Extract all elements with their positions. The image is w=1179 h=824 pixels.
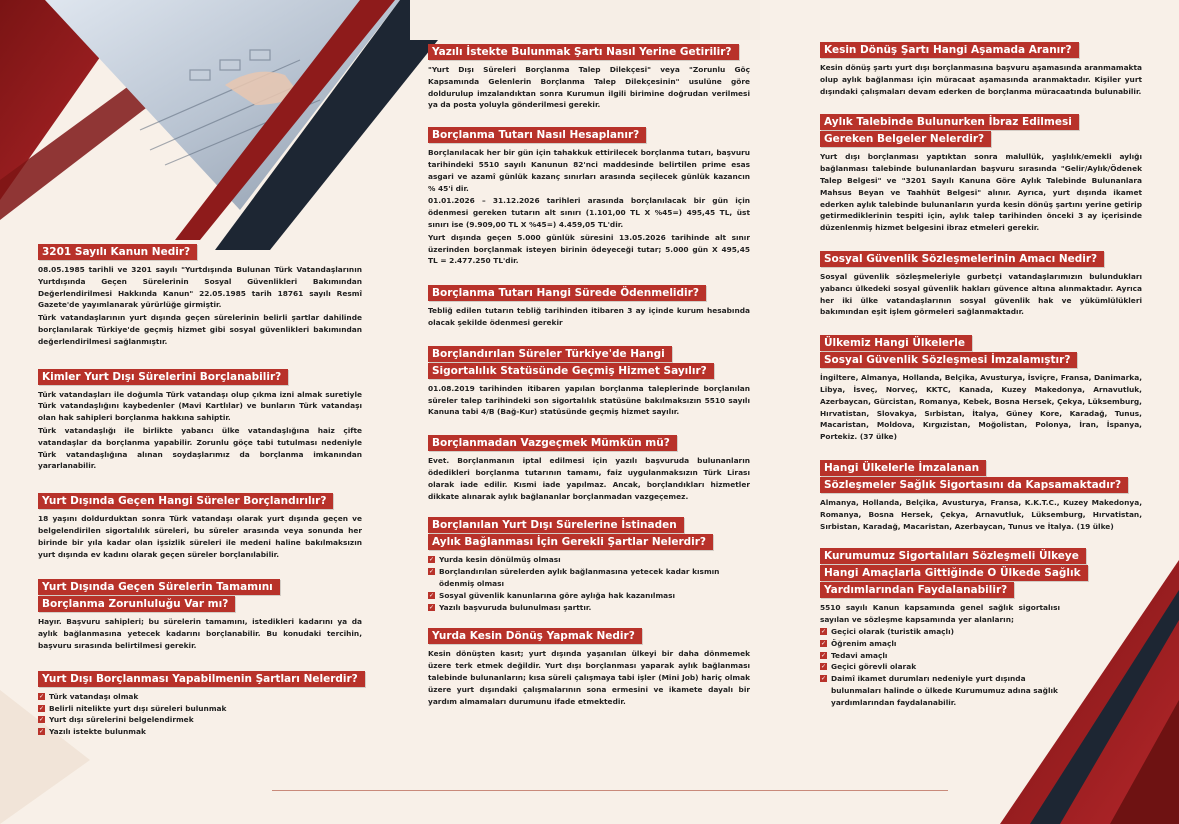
list-item: ✓ Tedavi amaçlı bbox=[820, 650, 888, 660]
paragraph: 5510 sayılı Kanun kapsamında genel sağlık sigortalısı sayılan ve sözleşme kapsamında yer alanların; bbox=[820, 603, 1060, 625]
column-3 bbox=[820, 42, 1142, 709]
paragraph: 18 yaşını doldurduktan sonra Türk vatandaşı olarak yurt dışında geçen ve belgelendirilen sigortalılık süreleri, bu süreler arasında veya sonunda her birinde bir yıla kadar olan işsizlik süreleri ile medeni haline bakılmaksızın yurt dışında ev kadını olarak geçen süreler borçlanılabilir. bbox=[38, 514, 362, 559]
section-heading: Yurt Dışında Geçen Sürelerin Tamamını bbox=[38, 579, 280, 595]
section-heading: Sosyal Güvenlik Sözleşmelerinin Amacı Nedir? bbox=[820, 251, 1104, 267]
column-2 bbox=[428, 44, 750, 707]
section-heading: Aylık Bağlanması İçin Gerekli Şartlar Nelerdir? bbox=[428, 534, 713, 550]
section-conditions bbox=[38, 671, 362, 738]
check-icon: ✓ bbox=[820, 675, 827, 683]
paragraph: 01.01.2026 – 31.12.2026 tarihleri arasında borçlanılacak bir gün için ödenmesi gereken tutarın alt sınırı (1.101,00 TL X %45=) 495,45 TL, üst sınırı ise (9.909,00 TL X %45=) 4.459,05 TL'dir. bbox=[428, 196, 750, 229]
paragraph: 08.05.1985 tarihli ve 3201 sayılı "Yurtdışında Bulunan Türk Vatandaşlarının Yurtdışında Geçen Sürelerinin Sosyal Güvenlikleri Bakımından Değerlendirilmesi Hakkında Kanun" 22.05.1985 tarih 18761 sayılı Resmî Gazete'de yayımlanarak yürürlüğe girmiştir. bbox=[38, 265, 362, 310]
section-heading: 3201 Sayılı Kanun Nedir? bbox=[38, 244, 197, 260]
section-heading: Sözleşmeler Sağlık Sigortasını da Kapsamaktadır? bbox=[820, 477, 1128, 493]
section-final-return bbox=[428, 628, 750, 707]
section-heading: Kesin Dönüş Şartı Hangi Aşamada Aranır? bbox=[820, 42, 1079, 58]
section-insurance-status bbox=[428, 346, 750, 418]
section-written-request bbox=[428, 44, 750, 111]
check-icon: ✓ bbox=[820, 651, 827, 659]
list-item: ✓ Belirli nitelikte yurt dışı süreleri bulunmak bbox=[38, 703, 227, 713]
paragraph: Türk vatandaşlarının yurt dışında geçen sürelerinin belirli şartlar dahilinde borçlanılarak Türkiye'de geçmiş hizmet gibi sosyal güvenlikleri bakımından değerlendirilmesi sağlanmıştır. bbox=[38, 313, 362, 346]
paragraph: Kesin dönüşten kasıt; yurt dışında yaşanılan ülkeyi bir daha dönmemek üzere terk etmek değildir. Yurt dışı borçlanması yaparak aylık bağlanması talebinde bulunanların; kısa süreli çalışmaya tabi işler (Mini Job) hariç olmak üzere yurt dışındaki çalışmalarının sona ermesini ve ikamete dayalı bir yardım almamaları durumunu ifade etmektedir. bbox=[428, 649, 750, 706]
checklist bbox=[428, 554, 750, 613]
section-amount-calc bbox=[428, 127, 750, 267]
section-heading: Borçlanılan Yurt Dışı Sürelerine İstinaden bbox=[428, 517, 684, 533]
list-item: ✓ Geçici olarak (turistik amaçlı) bbox=[820, 626, 955, 636]
list-item: ✓ Sosyal güvenlik kanunlarına göre aylığa hak kazanılması bbox=[428, 590, 676, 600]
section-3201-law bbox=[38, 244, 362, 348]
checklist bbox=[38, 691, 362, 738]
paragraph: Hayır. Başvuru sahipleri; bu sürelerin tamamını, istedikleri kadarını ya da aylık bağlanmasına yetecek kadarını borçlanabilir. Bu konudaki tercihin, başvuru sırasında belirtilmesi gerekir. bbox=[38, 617, 362, 650]
list-item: ✓ Borçlandırılan sürelerden aylık bağlanmasına yetecek kadar kısmın ödenmiş olması bbox=[428, 567, 720, 588]
paragraph: "Yurt Dışı Süreleri Borçlanma Talep Dilekçesi" veya "Zorunlu Göç Kapsamında Gelenlerin Borçlanma Talep Dilekçesinin" usulüne göre doldurulup imzalandıktan sonra Kurumun ilgili birimine doğrudan verilmesi ya da posta yoluyla gönderilmesi gerekir. bbox=[428, 65, 750, 110]
section-heading: Aylık Talebinde Bulunurken İbraz Edilmesi bbox=[820, 114, 1079, 130]
section-heading: Yazılı İstekte Bulunmak Şartı Nasıl Yerine Getirilir? bbox=[428, 44, 739, 60]
list-item: ✓ Yurda kesin dönülmüş olması bbox=[428, 555, 561, 565]
check-icon: ✓ bbox=[820, 639, 827, 647]
paragraph: 01.08.2019 tarihinden itibaren yapılan borçlanma taleplerinde borçlanılan süreler talep tarihindeki son sigortalılık statüsüne bakılmaksızın 5510 sayılı Kanuna tabi 4/B (Bağ-Kur) statüsünde geçmiş hizmet sayılır. bbox=[428, 383, 750, 417]
section-documents bbox=[820, 114, 1142, 234]
section-heading: Borçlanmadan Vazgeçmek Mümkün mü? bbox=[428, 435, 677, 451]
paragraph: Yurt dışında geçen 5.000 günlük süresini 13.05.2026 tarihinde alt sınır üzerinden borçlanmak isteyen birinin ödeyeceği tutar; 5.000 gün X 495,45 TL = 2.477.250 TL'dir. bbox=[428, 232, 750, 266]
section-heading: Kimler Yurt Dışı Sürelerini Borçlanabilir? bbox=[38, 369, 288, 385]
section-all-periods bbox=[38, 579, 362, 651]
list-item: ✓ Türk vatandaşı olmak bbox=[38, 691, 139, 701]
section-health-countries bbox=[820, 460, 1142, 532]
section-heading: Yardımlarından Faydalanabilir? bbox=[820, 582, 1014, 598]
section-heading: Hangi Amaçlarla Gittiğinde O Ülkede Sağlık bbox=[820, 565, 1088, 581]
checklist bbox=[820, 626, 1060, 709]
section-who-can bbox=[38, 369, 362, 473]
section-health-benefits bbox=[820, 548, 1142, 708]
paragraph: İngiltere, Almanya, Hollanda, Belçika, Avusturya, İsviçre, Fransa, Danimarka, Libya, İsveç, Norveç, KKTC, Kanada, Kuzey Makedonya, Arnavutluk, Azerbaycan, Gürcistan, Romanya, Kebek, Bosna Hersek, Çekya, Lüksemburg, Hırvatistan, Slovakya, Sırbistan, İtalya, Güney Kore, Karadağ, Tunus, Macaristan, Moldova, Kırgızistan, Moğolistan, Polonya, İran, İspanya, Portekiz. (37 ülke) bbox=[820, 373, 1142, 442]
list-item: ✓ Geçici görevli olarak bbox=[820, 662, 917, 672]
section-heading: Sosyal Güvenlik Sözleşmesi İmzalamıştır? bbox=[820, 352, 1077, 368]
section-agreement-countries bbox=[820, 335, 1142, 443]
paragraph: Tebliğ edilen tutarın tebliğ tarihinden itibaren 3 ay içinde kurum hesabında olacak şekilde ödenmesi gerekir bbox=[428, 306, 750, 327]
paragraph: Türk vatandaşlığı ile birlikte yabancı ülke vatandaşlığına haiz çifte vatandaşlar da borçlanma yapabilir. Zorunlu göçe tabi tutulması nedeniyle Türk vatandaşlığına alınan soydaşlarımız da borçlanma imkanından yararlanabilir. bbox=[38, 425, 362, 471]
section-heading: Ülkemiz Hangi Ülkelerle bbox=[820, 335, 972, 351]
section-heading: Yurt Dışında Geçen Hangi Süreler Borçlandırılır? bbox=[38, 493, 333, 509]
check-icon: ✓ bbox=[38, 704, 45, 712]
check-icon: ✓ bbox=[428, 603, 435, 611]
paragraph: Türk vatandaşları ile doğumla Türk vatandaşı olup çıkma izni almak suretiyle Türk vatandaşlığını kaybedenler (Mavi Kartlılar) ve bunların Türk vatandaşı olan hak sahipleri borçlanma hakkına sahiptir. bbox=[38, 389, 362, 423]
paragraph: Almanya, Hollanda, Belçika, Avusturya, Fransa, K.K.T.C., Kuzey Makedonya, Romanya, Bosna Hersek, Çekya, Arnavutluk, Lüksemburg, Hırvatistan, Sırbistan, Karadağ, Macaristan, Azerbaycan, Tunus ve İtalya. (19 ülke) bbox=[820, 497, 1142, 531]
list-item: ✓ Yazılı başvuruda bulunulması şarttır. bbox=[428, 602, 592, 612]
list-item: ✓ Yurt dışı sürelerini belgelendirmek bbox=[38, 715, 194, 725]
paragraph: Evet. Borçlanmanın iptal edilmesi için yazılı başvuruda bulunanların ödedikleri borçlanma tutarının tamamı, faiz uygulanmaksızın Türk Lirası olarak iade edilir. Kısmi iade yapılmaz. Ancak, borçlandıkları hizmetler dikkate alınarak aylık bağlananlar borçlanmadan vazgeçemez. bbox=[428, 456, 750, 501]
check-icon: ✓ bbox=[428, 556, 435, 564]
column-1 bbox=[38, 244, 362, 738]
section-heading: Gereken Belgeler Nelerdir? bbox=[820, 131, 991, 147]
check-icon: ✓ bbox=[428, 591, 435, 599]
section-heading: Yurda Kesin Dönüş Yapmak Nedir? bbox=[428, 628, 642, 644]
check-icon: ✓ bbox=[428, 568, 435, 576]
footer-rule bbox=[272, 790, 948, 791]
section-cancel bbox=[428, 435, 750, 502]
paragraph: Yurt dışı borçlanması yaptıktan sonra malullük, yaşlılık/emekli aylığı bağlanması talebinde bulunanlardan başvuru sırasında "Gelir/Aylık/Ödenek Talep Belgesi" ve "3201 Sayılı Kanuna Göre Aylık Talebinde Bulunanlara Mahsus Beyan ve Taahhüt Belgesi" alınır. Ayrıca, yurt dışında ikamet ederken aylık talebinde bulunanların yurda kesin dönüş şartını yerine getirip getirmediklerinin tespiti için, aylık talep tarihinden önceki 3 ay içerisinde düzenlenmiş hizmet belgesini ibraz etmeleri gerekir. bbox=[820, 152, 1142, 233]
section-heading: Yurt Dışı Borçlanması Yapabilmenin Şartları Nelerdir? bbox=[38, 671, 365, 687]
check-icon: ✓ bbox=[38, 728, 45, 736]
paragraph: Borçlanılacak her bir gün için tahakkuk ettirilecek borçlanma tutarı, başvuru tarihindeki 5510 sayılı Kanunun 82'nci maddesinde belirtilen prime esas asgari ve azamî günlük kazanç sınırları arasında seçilecek günlük kazancın % 45'i dir. bbox=[428, 148, 750, 193]
list-item: ✓ Daimî ikamet durumları nedeniyle yurt dışında bulunmaları halinde o ülkede Kurumumuz adına sağlık yardımlarından faydalanabilir. bbox=[820, 674, 1058, 707]
check-icon: ✓ bbox=[38, 692, 45, 700]
section-payment-period bbox=[428, 285, 750, 329]
section-heading: Borçlanma Tutarı Hangi Sürede Ödenmelidir? bbox=[428, 285, 706, 301]
list-item: ✓ Öğrenim amaçlı bbox=[820, 638, 897, 648]
section-heading: Borçlandırılan Süreler Türkiye'de Hangi bbox=[428, 346, 672, 362]
section-heading: Borçlanma Tutarı Nasıl Hesaplanır? bbox=[428, 127, 646, 143]
list-item: ✓ Yazılı istekte bulunmak bbox=[38, 727, 146, 737]
section-return-stage bbox=[820, 42, 1142, 97]
section-heading: Kurumumuz Sigortalıları Sözleşmeli Ülkeye bbox=[820, 548, 1086, 564]
section-heading: Hangi Ülkelerle İmzalanan bbox=[820, 460, 986, 476]
check-icon: ✓ bbox=[820, 627, 827, 635]
section-agreement-purpose bbox=[820, 251, 1142, 318]
section-pension-conditions bbox=[428, 517, 750, 613]
check-icon: ✓ bbox=[38, 716, 45, 724]
section-which-periods bbox=[38, 493, 362, 560]
paragraph: Sosyal güvenlik sözleşmeleriyle gurbetçi vatandaşlarımızın bulundukları yabancı ülkedeki sosyal güvenlik hakları güvence altına alınmaktadır. Ayrıca her iki ülke vatandaşlarının sosyal güvenlik hak ve yükümlülükleri bakımından eşit işlem görmeleri sağlanmaktadır. bbox=[820, 271, 1142, 317]
section-heading: Borçlanma Zorunluluğu Var mı? bbox=[38, 596, 235, 612]
paragraph: Kesin dönüş şartı yurt dışı borçlanmasına başvuru aşamasında aranmamakta olup aylık bağlanması için müracaat aşamasında aranmaktadır. Kişiler yurt dışındaki çalışmaları devam ederken de borçlanma müracaatında bulunabilir. bbox=[820, 63, 1142, 96]
check-icon: ✓ bbox=[820, 663, 827, 671]
section-heading: Sigortalılık Statüsünde Geçmiş Hizmet Sayılır? bbox=[428, 363, 714, 379]
